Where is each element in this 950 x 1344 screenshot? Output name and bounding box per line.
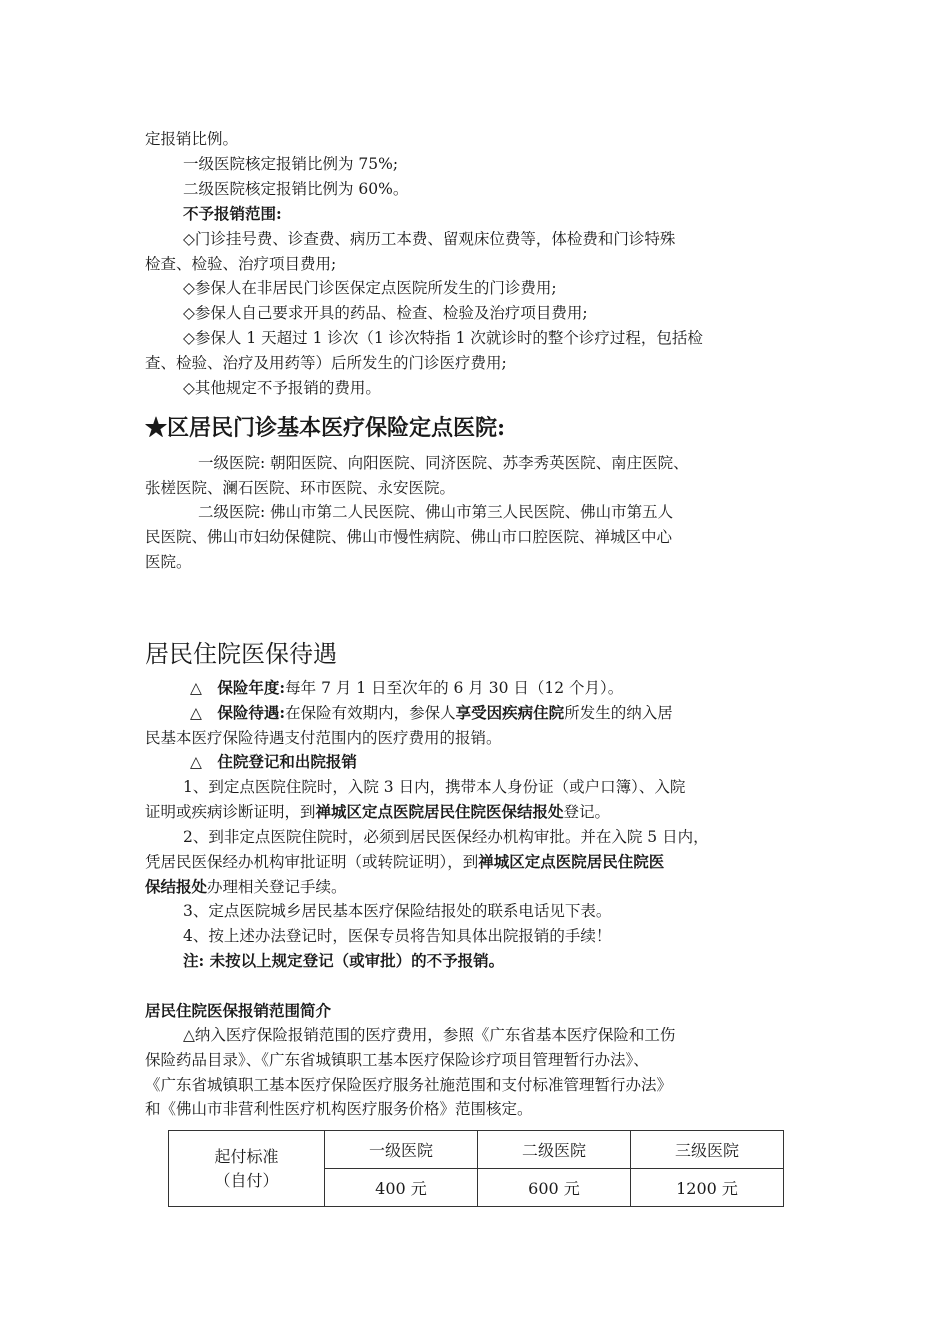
table-value-cell: 1200 元	[631, 1169, 784, 1207]
text-line: △纳入医疗保险报销范围的医疗费用，参照《广东省基本医疗保险和工伤	[183, 1026, 676, 1044]
text-line: 二级医院: 佛山市第二人民医院、佛山市第三人民医院、佛山市第五人	[198, 503, 674, 521]
registration-heading: △ 住院登记和出院报销	[190, 752, 357, 771]
text-line: 定报销比例。	[145, 130, 239, 148]
insurance-year-label: △ 保险年度:	[190, 678, 286, 697]
text-line: 《广东省城镇职工基本医疗保险医疗服务社施范围和支付标准管理暂行办法》	[145, 1076, 673, 1094]
table-value-cell: 600 元	[478, 1169, 631, 1207]
text-line: ◇门诊挂号费、诊查费、病历工本费、留观床位费等，体检费和门诊特殊	[183, 230, 676, 248]
text-line: 一级医院: 朝阳医院、向阳医院、同济医院、苏李秀英医院、南庄医院、	[198, 454, 689, 472]
text-line	[145, 800, 610, 824]
text-span: 办理相关登记手续。	[207, 878, 347, 896]
insurance-year-line	[190, 676, 623, 700]
text-line: ◇参保人在非居民门诊医保定点医院所发生的门诊费用;	[183, 279, 557, 297]
table-header-cell: 三级医院	[631, 1131, 784, 1169]
text-line: 检查、检验、治疗项目费用;	[145, 255, 337, 273]
table-value-cell: 400 元	[325, 1169, 478, 1207]
text-line: 查、检验、治疗及用药等）后所发生的门诊医疗费用;	[145, 354, 507, 372]
text-line: ◇参保人 1 天超过 1 诊次（1 诊次特指 1 次就诊时的整个诊疗过程，包括检	[183, 329, 703, 347]
text-line: 4、按上述办法登记时，医保专员将告知具体出院报销的手续！	[183, 927, 612, 945]
outpatient-hospitals-heading: ★区居民门诊基本医疗保险定点医院:	[145, 415, 506, 441]
table-header-cell: 一级医院	[325, 1131, 478, 1169]
text-line	[145, 850, 664, 874]
text-line: 医院。	[145, 553, 192, 571]
exclusion-heading: 不予报销范围:	[183, 204, 282, 223]
insurance-benefit-line	[190, 701, 673, 725]
deductible-sublabel: （自付）	[214, 1170, 279, 1190]
text-line: 民医院、佛山市妇幼保健院、佛山市慢性病院、佛山市口腔医院、禅城区中心	[145, 528, 673, 546]
text-line: 和《佛山市非营利性医疗机构医疗服务价格》范围核定。	[145, 1100, 533, 1118]
insurance-year-text: 每年 7 月 1 日至次年的 6 月 30 日（12 个月）。	[285, 679, 624, 697]
scope-heading: 居民住院医保报销范围简介	[145, 1001, 332, 1020]
text-line	[145, 875, 347, 899]
text-line: 民基本医疗保险待遇支付范围内的医疗费用的报销。	[145, 729, 502, 747]
text-line: ◇参保人自己要求开具的药品、检查、检验及治疗项目费用;	[183, 304, 588, 322]
section-title: 居民住院医保待遇	[145, 640, 337, 668]
bold-span: 享受因疾病住院	[455, 703, 565, 722]
text-span: 在保险有效期内，参保人	[285, 704, 456, 722]
text-line: 一级医院核定报销比例为 75%;	[183, 155, 399, 173]
deductible-label-cell	[169, 1131, 325, 1207]
text-line: 3、定点医院城乡居民基本医疗保险结报处的联系电话见下表。	[183, 902, 612, 920]
table-row	[169, 1131, 784, 1169]
deductible-label: 起付标准	[214, 1146, 279, 1166]
text-span: 登记。	[563, 803, 611, 821]
note-line: 注: 未按以上规定登记（或审批）的不予报销。	[183, 951, 505, 970]
bold-span: 禅城区定点医院居民住院医	[478, 852, 665, 871]
text-line: 2、到非定点医院住院时，必须到居民医保经办机构审批。并在入院 5 日内，	[183, 828, 709, 846]
bold-span: 禅城区定点医院居民住院医保结报处	[315, 802, 564, 821]
bold-span: 保结报处	[145, 877, 208, 896]
text-line: 张槎医院、澜石医院、环市医院、永安医院。	[145, 479, 456, 497]
text-line: 1、到定点医院住院时，入院 3 日内，携带本人身份证（或户口簿）、入院	[183, 778, 686, 796]
text-span: 证明或疾病诊断证明，到	[145, 803, 316, 821]
text-span: 凭居民医保经办机构审批证明（或转院证明），到	[145, 853, 479, 871]
insurance-benefit-label: △ 保险待遇:	[190, 703, 286, 722]
text-line: ◇其他规定不予报销的费用。	[183, 379, 381, 397]
table-header-cell: 二级医院	[478, 1131, 631, 1169]
deductible-table	[168, 1130, 784, 1207]
text-line: 保险药品目录》、《广东省城镇职工基本医疗保险诊疗项目管理暂行办法》、	[145, 1051, 649, 1069]
text-line: 二级医院核定报销比例为 60%。	[183, 180, 409, 198]
text-span: 所发生的纳入居	[564, 704, 673, 722]
